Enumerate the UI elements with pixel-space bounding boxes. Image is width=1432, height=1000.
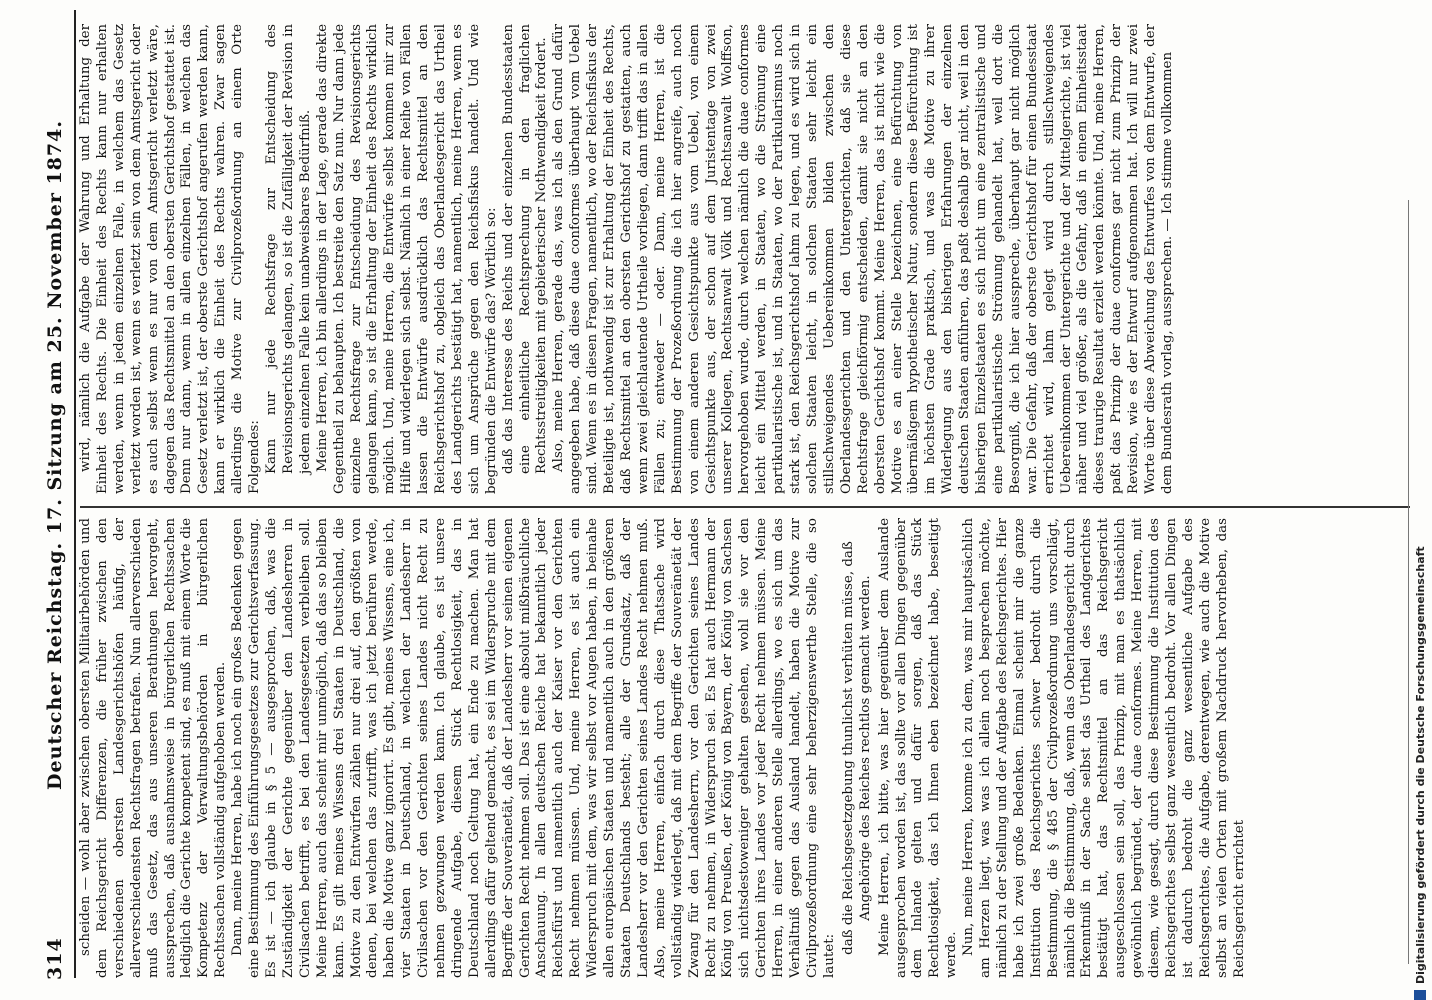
paragraph: Also, meine Herren, gerade das, was ich als den Grund dafür angegeben habe, daß diese duae conformes überhaupt vom Uebel sind. Wenn es in diesen Fragen, namentlich, wo der Reichsfiskus der Beteiligte ist, nothwendig ist zur Erhaltung der Einheit des Rechts, daß Rechtsmittel an den obersten Gerichtshof zu gestatten, auch wenn zwei gleichlautende Urtheile vorliegen, dann trifft das in allen Fällen zu; entweder — oder. Dann, meine Herren, ist die Bestimmung der Prozeßordnung die ich hier angreife, auch noch von einem anderen Gesichtspunkte aus vom Uebel, von einem Gesichtspunkte aus, der schon auf dem Juristentage von zwei unserer Kollegen, Rechtsanwalt Völk und Rechtsanwalt Wolffson, hervorgehoben wurde, durch welchen nämlich die duae conformes leicht ein Mittel werden, in Staaten, wo die Strömung eine partikularistische ist, und in Staaten, wo der Partikularismus noch stark ist, den Reichsgerichtshof lahm zu legen, und es wird sich in solchen Staaten leicht, in solchen Staaten sehr leicht ein stillschweigendes Uebereinkommen bilden zwischen den Oberlandesgerichten und den Untergerichten, daß sie diese Rechtsfrage gleichförmig entscheiden, damit sie nicht an den obersten Gerichtshof kommt. Meine Herren, das ist nicht wie die Motive es an einer Stelle bezeichnen, eine Befürchtung von übermäßigem hypothetischer Natur, sondern diese Befürchtung ist im höchsten Grade praktisch, und was die Motive zu ihrer Widerlegung aus den bisherigen Erfahrungen der einzelnen deutschen Staaten anführen, das paßt deshalb gar nicht, weil in den bisherigen Einzelstaaten es sich nicht um eine zentralistische und eine partikularistische Strömung gehandelt hat, weil dort die Besorgniß, die ich hier ausspreche, überhaupt gar nicht möglich war. Die Gefahr, daß der oberste Gerichtshof für einen Bundesstaat errichtet wird, lahm gelegt wird durch stillschweigendes Uebereinkommen der Untergerichte und der Mittelgerichte, ist viel näher und viel größer, als die Gefahr, daß in einem Einheitsstaat dieses traurige Resultat erzielt werden könnte. Und, meine Herren, paßt das Prinzip der duae conformes gar nicht zum Prinzip der Revision, wie es der Entwurf aufgenommen hat. Ich will nur zwei Worte über diese Abweichung des Entwurfes von dem Entwurfe, der dem Bundesrath vorlag, aussprechen. — Ich stimme vollkommen [551,24,1175,494]
column-divider [80,506,1410,508]
paragraph: Meine Herren, ich bitte, was hier gegenüber dem Auslande ausgesprochen worden ist, das sollte vor allen Dingen gegenüber dem Inlande gelten und dafür sorgen, daß das Stück Rechtlosigkeit, das ich Ihnen eben bezeichnet habe, beseitigt werde. [876,518,960,978]
paragraph: Nun, meine Herren, komme ich zu dem, was mir hauptsächlich am Herzen liegt, was was ich allein noch besprechen möchte, nämlich zu der Stellung und der Aufgabe des Reichsgerichtes. Hier habe ich zwei große Bedenken. Einmal scheint mir die ganze Institution des Reichsgerichtes schwer bedroht durch die Bestimmung, die § 485 der Civilprozeßordnung uns vorschlägt, nämlich die Bestimmung, daß, wenn das Oberlandesgericht durch Erkenntniß in der Sache selbst das Urtheil des Landgerichtes bestätigt hat, das Rechtsmittel an das Reichsgericht ausgeschlossen sein soll, das Prinzip, mit man es thatsächlich gewöhnlich begründet, der duae conformes. Meine Herren, mit diesem, wie gesagt, durch diese Bestimmung die Institution des Reichsgerichtes selbst ganz wesentlich bedroht. Vor allen Dingen ist dadurch bedroht die ganz wesentliche Aufgabe des Reichsgerichtes, die Aufgabe, derentwegen, wie auch die Motive selbst an vielen Orten mit großem Nachdruck hervorheben, das Reichsgericht errichtet [961,518,1247,978]
quoted-paragraph: daß das Interesse des Reichs und der einzelnen Bundesstaaten eine einheitliche Rechtsprechung in den fraglichen Rechtsstreitigkeiten mit gebieterischer Nothwendigkeit fordert. [500,24,550,474]
quoted-paragraph: daß die Reichsgesetzgebung thunlichst verhüten müsse, daß Angehörige des Reiches rechtlos gemacht werden. [840,541,873,955]
text-column-right [78,24,1418,494]
running-head: Deutscher Reichstag. 17. Sitzung am 25. November 1874. [44,120,66,790]
header-rule [74,10,76,978]
dfg-logo-icon [1414,990,1426,1000]
paragraph: Dann, meine Herren, habe ich noch ein großes Bedenken gegen eine Bestimmung des Einführungsgesetzes zur Gerichtsverfassung. Es ist — ich glaube in § 5 — ausgesprochen, daß, was die Zuständigkeit der Gerichte gegenüber den Landesherren in Civilsachen betrifft, es bei den Landesgesetzen verbleiben soll. Meine Herren, auch das scheint mir unmöglich, daß das so bleiben kann. Es gilt meines Wissens drei Staaten in Deutschland, die Motive zu den Entwürfen zählen nur drei auf, den größten von denen, bei welchen das zutrifft, was ich jetzt berühren werde, haben die Motive ganz ignorirt. Es gibt, meines Wissens, eine ich, vier Staaten in Deutschland, in welchen der Landesherr in Civilsachen vor den Gerichten seines Landes nicht Recht zu nehmen gezwungen werden kann. Ich glaube, es ist unsere dringende Aufgabe, diesem Stück Rechtlosigkeit, das in Deutschland noch Geltung hat, ein Ende zu machen. Man hat allerdings dafür geltend gemacht, es sei im Widerspruche mit dem Begriffe der Souveränetät, daß der Landesherr vor seinen eigenen Gerichten Recht nehmen soll. Das ist eine absolut mißbräuchliche Anschauung. In allen deutschen Reiche hat bekanntlich jeder Reichsfürst und namentlich auch der Kaiser vor den Gerichten Recht nehmen müssen. Und, meine Herren, es ist auch ein Widerspruch mit dem, was wir selbst vor Augen haben, in beinahe allen europäischen Staaten und namentlich auch in den größeren Staaten Deutschlands besteht; alle der Grundsatz, daß der Landesherr vor den Gerichten seines Landes Recht nehmen muß. Also, meine Herren, einfach durch diese Thatsache wird vollständig widerlegt, daß mit dem Begriffe der Souveränetät der Zwang für den Landesherrn, vor den Gerichten seines Landes Recht zu nehmen, in Widerspruch sei. Es hat auch Hermann der König von Preußen, der König von Bayern, der König von Sachsen sich nichtsdestoweniger gehalten gesehen, wohl sie vor den Gerichten ihres Landes vor jeder Recht nehmen müssen. Meine Herren, in einer anderen Stelle allerdings, wo es sich um das Verhältniß gegen das Ausland handelt, haben die Motive zur Civilprozeßordnung eine sehr beherzigenswerthe Stelle, die so lautet: [230,518,837,978]
digitization-footer [1408,0,1432,1000]
paragraph: scheiden — wohl aber zwischen obersten Militairbehörden und dem Reichsgericht Differenzen, die früher zwischen den verschiedenen obersten Landesgerichtshöfen häufig, der allerverschiedensten Rechtsfragen betrafen. Nun allerverschieden muß das Gesetz, das aus unseren Berathungen hervorgeht, aussprechen, daß ausnahmsweise in bürgerlichen Rechtssachen lediglich die Gerichte kompetent sind, es muß mit einem Worte die Kompetenz der Verwaltungsbehörden in bürgerlichen Rechtssachen vollständig aufgehoben werden. [78,518,229,978]
quoted-paragraph: Kann nur jede Rechtsfrage zur Entscheidung des Revisionsgerichts gelangen, so ist die Zufälligkeit der Revision in jedem einzelnen Falle kein unabweisbares Bedürfniß. [263,24,313,474]
paragraph: Meine Herren, ich bin allerdings in der Lage, gerade das direkte Gegentheil zu behaupten. Ich bestreite den Satz nun. Nur dann jede einzelne Rechtsfrage zur Entscheidung des Revisionsgerichts gelangen kann, so ist die Erhaltung der Einheit des Rechts wirklich möglich. Und, meine Herren, die Entwürfe selbst kommen mir zur Hilfe und widerlegen sich selbst. Nämlich in einer Reihe von Fällen lassen die Entwürfe ausdrücklich das Rechtsmittel an den Reichsgerichtshof zu, obgleich das Oberlandesgericht das Urtheil des Landgerichts bestätigt hat, namentlich, meine Herren, wenn es sich um Ansprüche gegen den Reichsfiskus handelt. Und wie begründen die Entwürfe das? Wörtlich so: [314,24,499,494]
text-column-left [78,518,1418,978]
page-number: 314 [44,937,66,980]
digitization-note: Digitalisierung gefördert durch die Deutsche Forschungsgemeinschaft [1414,546,1427,984]
page-header [8,0,68,1000]
paragraph: wird, nämlich die Aufgabe der Wahrung und Erhaltung der Einheit des Rechts. Die Einheit des Rechts kann nur erhalten werden, wenn in jedem einzelnen Falle, in welchem das Gesetz verletzt worden ist, wenn es verletzt sein von dem Amtsgericht oder es auch selbst wenn es nur von dem Amtsgericht verletzt wäre, dagegen das Rechtsmittel an den obersten Gerichtshof gestattet ist. Denn nur dann, wenn in allen einzelnen Fällen, in welchen das Gesetz verletzt ist, der oberste Gerichtshof angerufen werden kann, kann er wirklich die Einheit des Rechts wahren. Zwar sagen allerdings die Motive zur Civilprozeßordnung an einem Orte Folgendes: [78,24,263,494]
